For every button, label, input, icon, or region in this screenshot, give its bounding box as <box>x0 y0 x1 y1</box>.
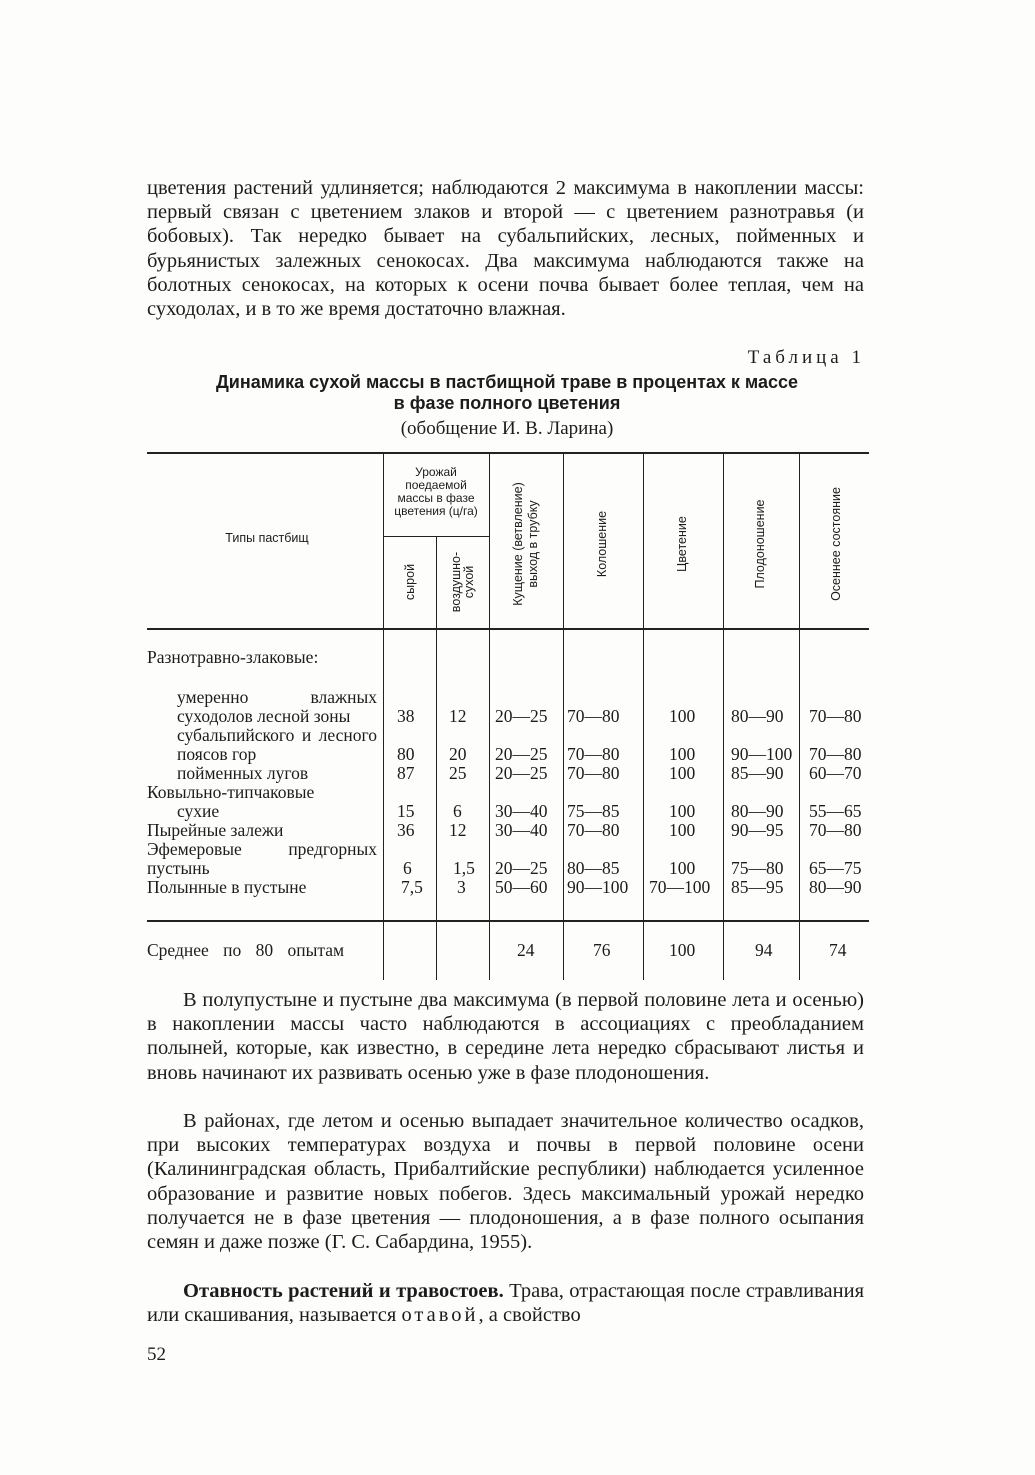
cell-dry: 20 <box>449 744 467 764</box>
table-row <box>147 878 869 897</box>
cell-fruit: 80—90 <box>731 801 784 821</box>
header-tillering: Кущение (ветвление) выход в трубку <box>511 482 540 606</box>
cell-heading: 70—80 <box>567 820 620 840</box>
row-name: Эфемеровые предгорных пустынь <box>147 839 377 878</box>
group-mixed-label: Разнотравно-злаковые: <box>147 647 319 667</box>
cell-raw: 80 <box>397 744 415 764</box>
cell-raw: 87 <box>397 763 415 783</box>
average-label: Среднее по 80 опытам <box>147 940 345 960</box>
header-yield-group: Урожай поедаемой массы в фазе цветения (ц/га) <box>394 465 478 518</box>
header-autumn: Осеннее состояние <box>829 487 843 601</box>
otava-text-1: Трава, отрастающая после стравливания или скашивания, называется <box>147 1280 865 1327</box>
cell-flower: 100 <box>669 744 696 764</box>
table-row <box>147 764 869 783</box>
table-body-rule <box>147 920 869 922</box>
cell-dry: 12 <box>449 706 467 726</box>
regions-paragraph: В районах, где летом и осенью выпадает значительное количество осадков, при высоких температурах воздуха и почвы в первой половине осени (Калининградская область, Прибалтийские республики) наблюдается усиленное образование и развитие новых побегов. Здесь максимальный урожай нередко получается не в фазе цветения — плодоношения, а в фазе полного осыпания семян и даже позже (Г. С. Сабардина, 1955). <box>147 1110 864 1254</box>
cell-flower: 100 <box>669 820 696 840</box>
table-subtitle: (обобщение И. В. Ларина) <box>400 418 614 439</box>
cell-flower: 100 <box>669 706 696 726</box>
table-top-rule <box>147 452 869 454</box>
cell-tiller: 20—25 <box>495 706 548 726</box>
cell-fruit: 80—90 <box>731 706 784 726</box>
cell-fruit: 94 <box>755 940 773 960</box>
cell-raw: 38 <box>397 706 415 726</box>
cell-heading: 70—80 <box>567 706 620 726</box>
cell-flower: 100 <box>669 940 696 960</box>
page-number: 52 <box>147 1344 166 1365</box>
table-title-line2: в фазе полного цветения <box>393 393 621 413</box>
cell-heading: 90—100 <box>567 877 629 897</box>
cell-autumn: 70—80 <box>809 820 862 840</box>
cell-autumn: 65—75 <box>809 858 862 878</box>
table-row <box>147 802 869 821</box>
cell-dry: 3 <box>457 877 466 897</box>
cell-dry: 25 <box>449 763 467 783</box>
cell-flower: 100 <box>669 858 696 878</box>
cell-tiller: 30—40 <box>495 820 548 840</box>
cell-tiller: 20—25 <box>495 858 548 878</box>
cell-autumn: 74 <box>829 940 847 960</box>
header-fruiting: Плодоношение <box>753 499 767 589</box>
cell-raw: 36 <box>397 820 415 840</box>
cell-tiller: 20—25 <box>495 763 548 783</box>
cell-fruit: 90—100 <box>731 744 793 764</box>
group-feather-label: Ковыльно-типчаковые <box>147 782 315 802</box>
cell-raw: 15 <box>397 801 415 821</box>
otava-text-2: , а свойство <box>478 1304 581 1327</box>
header-pasture-types: Типы пастбищ <box>225 531 309 545</box>
cell-autumn: 80—90 <box>809 877 862 897</box>
cell-heading: 75—85 <box>567 801 620 821</box>
header-air-dry: воздушно-сухой <box>449 551 476 613</box>
table-row <box>147 726 869 764</box>
cell-tiller: 24 <box>517 940 535 960</box>
header-raw: сырой <box>403 563 417 601</box>
cell-dry: 1,5 <box>453 858 475 878</box>
table-row <box>147 668 869 726</box>
cell-autumn: 55—65 <box>809 801 862 821</box>
otava-paragraph <box>147 1279 864 1327</box>
cell-flower: 100 <box>669 763 696 783</box>
cell-flower: 70—100 <box>649 877 711 897</box>
otava-heading: Отавность растений и травостоев. <box>183 1280 504 1302</box>
semi-desert-paragraph: В полупустыне и пустыне два максимума (в первой половине лета и осенью) в накоплении массы часто наблюдаются в ассоциациях с преобладанием полыней, которые, как известно, в середине лета нередко сбрасывают листья и вновь начинают их развивать осенью уже в фазе плодоношения. <box>147 989 864 1084</box>
cell-fruit: 85—95 <box>731 877 784 897</box>
table-row <box>147 840 869 878</box>
row-name: пойменных лугов <box>177 763 309 783</box>
cell-tiller: 30—40 <box>495 801 548 821</box>
cell-raw: 7,5 <box>401 877 423 897</box>
cell-fruit: 90—95 <box>731 820 784 840</box>
header-flowering: Цветение <box>675 516 689 572</box>
cell-autumn: 60—70 <box>809 763 862 783</box>
row-name: сухие <box>177 801 220 821</box>
header-heading: Колошение <box>595 510 609 578</box>
cell-dry: 12 <box>449 820 467 840</box>
cell-autumn: 70—80 <box>809 744 862 764</box>
row-name: Полынные в пустыне <box>147 877 307 897</box>
table-header-rule <box>147 628 869 630</box>
cell-heading: 76 <box>593 940 611 960</box>
cell-fruit: 85—90 <box>731 763 784 783</box>
row-name: умеренно влажных суходолов лесной зоны <box>177 687 377 726</box>
data-table <box>147 452 869 980</box>
cell-flower: 100 <box>669 801 696 821</box>
cell-fruit: 75—80 <box>731 858 784 878</box>
table-title-line1: Динамика сухой массы в пастбищной траве в процентах к массе <box>215 372 799 392</box>
table-row <box>147 821 869 840</box>
intro-paragraph: цветения растений удлиняется; наблюдаются 2 максимума в накоплении массы: первый связан с цветением злаков и второй — с цветением разнотравья (и бобовых). Так нередко бывает на субальпийских, лесных, пойменных и бурьянистых залежных сенокосах. Два максимума наблюдаются также на болотных сенокосах, на которых к осени почва бывает более теплая, чем на суходолах, и в то же время достаточно влажная. <box>147 177 864 321</box>
cell-heading: 80—85 <box>567 858 620 878</box>
cell-raw: 6 <box>403 858 412 878</box>
cell-tiller: 50—60 <box>495 877 548 897</box>
group-label <box>147 783 869 802</box>
table-title <box>147 372 867 414</box>
cell-heading: 70—80 <box>567 763 620 783</box>
cell-autumn: 70—80 <box>809 706 862 726</box>
cell-heading: 70—80 <box>567 744 620 764</box>
row-name: Пырейные залежи <box>147 820 284 840</box>
row-name: субальпийского и лесного поясов гор <box>177 725 377 764</box>
cell-dry: 6 <box>453 801 462 821</box>
group-label <box>147 648 869 668</box>
table-label: Таблица 1 <box>747 347 865 368</box>
average-row <box>147 940 869 960</box>
otava-term: отавой <box>401 1304 479 1327</box>
cell-tiller: 20—25 <box>495 744 548 764</box>
